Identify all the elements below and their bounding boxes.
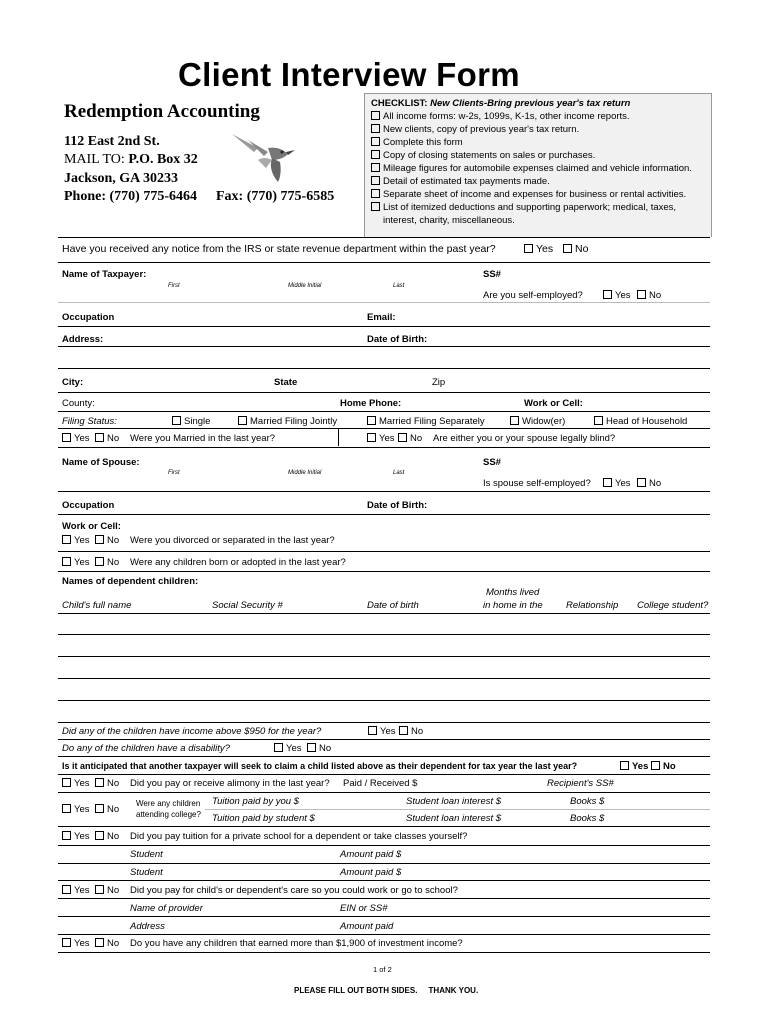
- amount-paid-2-label: Amount paid $: [340, 867, 402, 878]
- spouse-middle-label: Middle Initial: [288, 470, 322, 476]
- irs-notice-no[interactable]: No: [563, 243, 588, 255]
- filing-mfj[interactable]: Married Filing Jointly: [238, 416, 337, 427]
- another-claim-question: Is it anticipated that another taxpayer will seek to claim a child listed above as their dependent for tax year the last year?: [62, 761, 578, 771]
- books-2-label: Books $: [570, 813, 605, 824]
- checklist-item[interactable]: Separate sheet of income and expenses for business or rental activities.: [371, 189, 686, 200]
- tuition-student-label: Tuition paid by student $: [212, 813, 315, 824]
- disability-question: Do any of the children have a disability?: [62, 743, 230, 754]
- spouse-work-cell-label: Work or Cell:: [62, 521, 121, 532]
- college-question-line1: Were any children: [136, 799, 201, 808]
- state-label: State: [274, 377, 298, 388]
- filing-hoh[interactable]: Head of Household: [594, 416, 687, 427]
- college-no[interactable]: No: [95, 804, 119, 815]
- disability-no[interactable]: No: [307, 743, 331, 754]
- spouse-self-employed-no[interactable]: No: [637, 478, 661, 489]
- firm-name: Redemption Accounting: [64, 101, 260, 122]
- col-relationship: Relationship: [566, 600, 619, 611]
- ein-label: EIN or SS#: [340, 903, 388, 914]
- filing-mfs[interactable]: Married Filing Separately: [367, 416, 485, 427]
- married-yes[interactable]: Yes: [62, 433, 90, 444]
- table-row[interactable]: [58, 634, 710, 635]
- loan-interest-2-label: Student loan interest $: [406, 813, 502, 824]
- child-care-yes[interactable]: Yes: [62, 885, 90, 896]
- irs-notice-yes[interactable]: Yes: [524, 243, 553, 255]
- child-care-no[interactable]: No: [95, 885, 119, 896]
- mail-label: MAIL TO:: [64, 152, 125, 167]
- amount-paid-3-label: Amount paid: [340, 921, 394, 932]
- children-born-yes[interactable]: Yes: [62, 557, 90, 568]
- col-months-line2: in home in the: [483, 600, 543, 611]
- disability-yes[interactable]: Yes: [274, 743, 302, 754]
- books-1-label: Books $: [570, 796, 605, 807]
- occupation-label: Occupation: [62, 312, 115, 323]
- income-950-no[interactable]: No: [399, 726, 423, 737]
- spouse-occupation-label: Occupation: [62, 500, 115, 511]
- self-employed-question: Are you self-employed?: [483, 290, 583, 301]
- spouse-last-label: Last: [393, 470, 405, 476]
- col-ssn: Social Security #: [212, 600, 283, 611]
- checklist-item[interactable]: List of itemized deductions and supporting paperwork; medical, taxes,: [371, 202, 676, 213]
- city-label: City:: [62, 377, 84, 388]
- divorced-no[interactable]: No: [95, 535, 119, 546]
- col-dob: Date of birth: [367, 600, 419, 611]
- firm-city: Jackson, GA 30233: [64, 171, 178, 186]
- checklist-item[interactable]: All income forms: w-2s, 1099s, K-1s, other income reports.: [371, 111, 630, 122]
- spouse-dob-label: Date of Birth:: [367, 500, 428, 511]
- divorced-yes[interactable]: Yes: [62, 535, 90, 546]
- hummingbird-logo-icon: [228, 130, 296, 190]
- provider-address-label: Address: [130, 921, 165, 932]
- ss-label: SS#: [483, 269, 501, 280]
- private-school-question: Did you pay tuition for a private school for a dependent or take classes yourself?: [130, 831, 468, 842]
- checklist-heading: New Clients-Bring previous year's tax return: [430, 98, 631, 109]
- investment-no[interactable]: No: [95, 938, 119, 949]
- page-title: Client Interview Form: [178, 56, 520, 93]
- table-row[interactable]: [58, 700, 710, 701]
- checklist-item[interactable]: Detail of estimated tax payments made.: [371, 176, 550, 187]
- another-claim-yes[interactable]: Yes: [620, 761, 648, 772]
- col-child-name: Child's full name: [62, 600, 132, 611]
- alimony-no[interactable]: No: [95, 778, 119, 789]
- first-label: First: [168, 283, 180, 289]
- children-born-question: Were any children born or adopted in the last year?: [130, 557, 346, 568]
- child-care-question: Did you pay for child's or dependent's care so you could work or go to school?: [130, 885, 458, 896]
- taxpayer-name-label: Name of Taxpayer:: [62, 269, 147, 280]
- married-question: Were you Married in the last year?: [130, 433, 276, 444]
- col-months-line1: Months lived: [486, 587, 540, 598]
- provider-label: Name of provider: [130, 903, 203, 914]
- home-phone-label: Home Phone:: [340, 398, 402, 409]
- married-no[interactable]: No: [95, 433, 119, 444]
- tuition-you-label: Tuition paid by you $: [212, 796, 299, 807]
- filing-widow[interactable]: Widow(er): [510, 416, 565, 427]
- checklist-item-continued: interest, charity, miscellaneous.: [383, 215, 515, 226]
- page-number: 1 of 2: [373, 965, 392, 974]
- irs-notice-question: Have you received any notice from the IRS or state revenue department within the past year?: [62, 243, 496, 255]
- checklist-item[interactable]: Mileage figures for automobile expenses claimed and vehicle information.: [371, 163, 692, 174]
- checklist-box: [364, 93, 712, 237]
- blind-yes[interactable]: Yes: [367, 433, 395, 444]
- investment-yes[interactable]: Yes: [62, 938, 90, 949]
- income-950-yes[interactable]: Yes: [368, 726, 396, 737]
- divorced-question: Were you divorced or separated in the last year?: [130, 535, 335, 546]
- address-label: Address:: [62, 334, 104, 345]
- self-employed-yes[interactable]: Yes: [603, 290, 631, 301]
- self-employed-no[interactable]: No: [637, 290, 661, 301]
- zip-label: Zip: [432, 377, 446, 388]
- children-born-no[interactable]: No: [95, 557, 119, 568]
- private-school-yes[interactable]: Yes: [62, 831, 90, 842]
- paid-received-label: Paid / Received $: [343, 778, 418, 789]
- another-claim-no[interactable]: No: [651, 761, 676, 772]
- filing-status-label: Filing Status:: [62, 416, 117, 427]
- col-college: College student?: [637, 600, 709, 611]
- recipient-ss-label: Recipient's SS#: [547, 778, 614, 789]
- table-row[interactable]: [58, 678, 710, 679]
- income-950-question: Did any of the children have income above $950 for the year?: [62, 726, 322, 737]
- checklist-item[interactable]: Complete this form: [371, 137, 463, 148]
- firm-street: 112 East 2nd St.: [64, 134, 160, 149]
- dob-label: Date of Birth:: [367, 334, 428, 345]
- student-2-label: Student: [130, 867, 163, 878]
- mail-box: P.O. Box 32: [128, 152, 198, 167]
- spouse-ss-label: SS#: [483, 457, 501, 468]
- spouse-first-label: First: [168, 470, 180, 476]
- blind-question: Are either you or your spouse legally blind?: [433, 433, 616, 444]
- student-1-label: Student: [130, 849, 163, 860]
- spouse-self-employed-question: Is spouse self-employed?: [483, 478, 591, 489]
- checklist-label: CHECKLIST:: [371, 98, 428, 109]
- firm-phone: Phone: (770) 775-6464: [64, 189, 197, 204]
- amount-paid-1-label: Amount paid $: [340, 849, 402, 860]
- spouse-name-label: Name of Spouse:: [62, 457, 140, 468]
- footer-note: PLEASE FILL OUT BOTH SIDES. THANK YOU.: [294, 986, 479, 995]
- private-school-no[interactable]: No: [95, 831, 119, 842]
- loan-interest-1-label: Student loan interest $: [406, 796, 502, 807]
- firm-fax: Fax: (770) 775-6585: [216, 189, 335, 204]
- email-label: Email:: [367, 312, 396, 323]
- county-label: County:: [62, 398, 95, 409]
- alimony-yes[interactable]: Yes: [62, 778, 90, 789]
- checklist-item[interactable]: Copy of closing statements on sales or purchases.: [371, 150, 595, 161]
- blind-no[interactable]: No: [398, 433, 422, 444]
- checklist-item[interactable]: New clients, copy of previous year's tax return.: [371, 124, 579, 135]
- work-cell-label: Work or Cell:: [524, 398, 583, 409]
- investment-question: Do you have any children that earned more than $1,900 of investment income?: [130, 938, 463, 949]
- dependents-label: Names of dependent children:: [62, 576, 199, 587]
- alimony-question: Did you pay or receive alimony in the last year?: [130, 778, 330, 789]
- last-label: Last: [393, 283, 405, 289]
- college-question-line2: attending college?: [136, 810, 201, 819]
- middle-label: Middle Initial: [288, 283, 322, 289]
- filing-single[interactable]: Single: [172, 416, 210, 427]
- table-row[interactable]: [58, 656, 710, 657]
- spouse-self-employed-yes[interactable]: Yes: [603, 478, 631, 489]
- college-yes[interactable]: Yes: [62, 804, 90, 815]
